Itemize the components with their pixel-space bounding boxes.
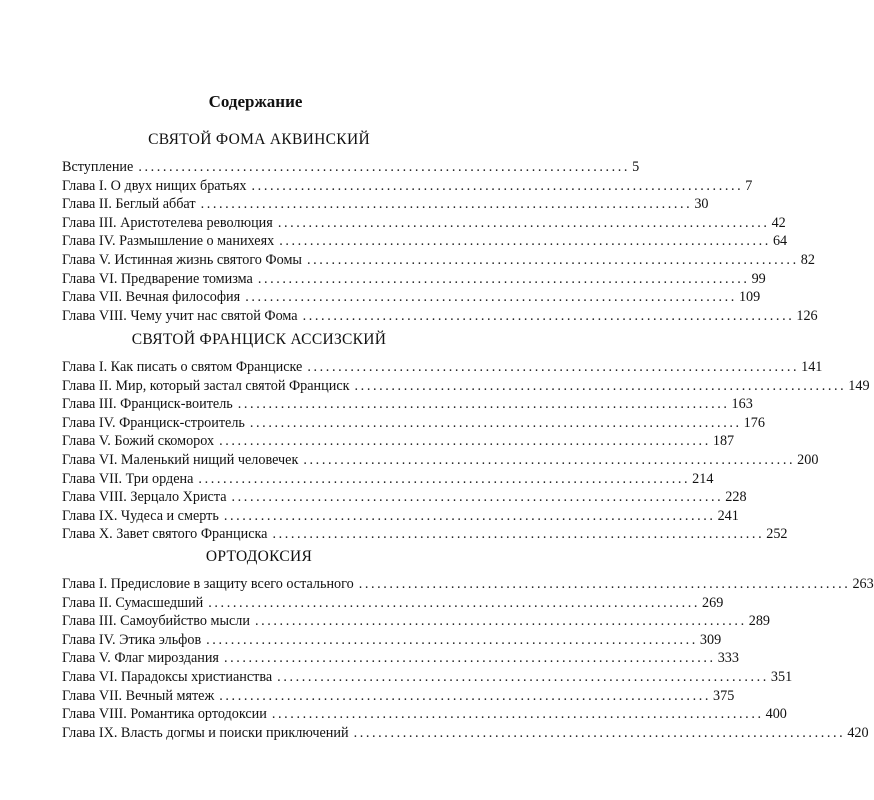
page-number: 309 — [699, 631, 722, 648]
entry-title: Глава V. Божий скоморох — [62, 433, 215, 450]
section-heading: СВЯТОЙ ФОМА АКВИНСКИЙ — [148, 131, 370, 148]
entry-title: Глава I. Как писать о святом Франциске — [62, 359, 303, 375]
dot-leader: ................................................................................ — [353, 724, 846, 741]
toc-entry — [62, 232, 788, 251]
page-number: 420 — [847, 724, 869, 741]
page-number: 99 — [751, 270, 766, 287]
page-number: 228 — [725, 489, 747, 506]
toc-entry — [62, 594, 724, 613]
toc-entry — [62, 432, 735, 451]
dot-leader: ................................................................................ — [138, 159, 631, 175]
toc-entry — [62, 668, 793, 687]
entry-title: Глава IV. Франциск-строитель — [62, 414, 245, 431]
toc-entry — [62, 177, 753, 196]
dot-leader: ................................................................................ — [219, 687, 712, 704]
page-number: 333 — [717, 650, 739, 667]
entry-title: Глава III. Аристотелева революция — [62, 214, 273, 231]
toc-entry — [62, 649, 739, 668]
page-number: 269 — [702, 594, 724, 611]
entry-title: Вступление — [62, 159, 134, 175]
page-number: 30 — [694, 196, 709, 213]
page-number: 187 — [712, 433, 735, 450]
dot-leader: ................................................................................ — [279, 233, 771, 250]
dot-leader: ................................................................................ — [358, 576, 851, 592]
toc-entry — [62, 395, 753, 414]
entry-title: Глава VIII. Зерцало Христа — [62, 489, 227, 506]
dot-leader: ................................................................................ — [302, 307, 795, 324]
page-number: 82 — [800, 251, 815, 268]
dot-leader: ................................................................................ — [307, 359, 800, 375]
toc-entry — [62, 575, 874, 594]
entry-title: Глава VI. Парадоксы христианства — [62, 668, 273, 685]
entry-title: Глава II. Мир, который застал святой Франциск — [62, 377, 350, 394]
entry-title: Глава VII. Вечная философия — [62, 289, 241, 306]
dot-leader: ................................................................................ — [354, 377, 847, 394]
toc-entry — [62, 195, 709, 214]
dot-leader: ................................................................................ — [277, 668, 769, 685]
entry-title: Глава III. Самоубийство мысли — [62, 613, 250, 630]
page-number: 241 — [717, 507, 739, 524]
entry-title: Глава V. Истинная жизнь святого Фомы — [62, 251, 302, 268]
toc-entry — [62, 158, 640, 177]
page-number: 149 — [848, 377, 870, 394]
dot-leader: ................................................................................ — [249, 414, 742, 431]
entry-title: Глава IX. Власть догмы и поиски приключений — [62, 724, 349, 741]
toc-entry — [62, 525, 788, 544]
entry-title: Глава III. Франциск-воитель — [62, 396, 233, 413]
page-number: 126 — [796, 307, 818, 324]
toc-entry — [62, 307, 818, 326]
entry-title: Глава VI. Маленький нищий человечек — [62, 451, 299, 468]
toc-entry — [62, 612, 770, 631]
toc-entries — [62, 358, 870, 544]
toc-entry — [62, 631, 722, 650]
dot-leader: ................................................................................ — [208, 594, 701, 611]
toc-entry — [62, 705, 787, 724]
page-number: 200 — [797, 451, 819, 468]
entry-title: Глава VII. Вечный мятеж — [62, 687, 215, 704]
dot-leader: ................................................................................ — [306, 251, 799, 268]
toc-entries — [62, 158, 818, 325]
page-number: 176 — [743, 414, 765, 431]
dot-leader: ................................................................................ — [198, 470, 691, 487]
dot-leader: ................................................................................ — [206, 631, 698, 648]
page-number: 252 — [766, 526, 788, 543]
entry-title: Глава I. Предисловие в защиту всего остального — [62, 576, 354, 592]
entry-title: Глава II. Сумасшедший — [62, 594, 204, 611]
page-number: 141 — [801, 359, 823, 375]
toc-section — [62, 547, 874, 742]
toc-entry — [62, 724, 869, 743]
page-number: 64 — [772, 233, 788, 250]
dot-leader: ................................................................................ — [254, 613, 747, 630]
page-number: 109 — [738, 289, 761, 306]
page-number: 400 — [765, 706, 787, 723]
entry-title: Глава I. О двух нищих братьях — [62, 177, 247, 194]
dot-leader: ................................................................................ — [237, 396, 730, 413]
entry-title: Глава IV. Размышление о манихеях — [62, 233, 275, 250]
page-number: 42 — [771, 214, 786, 231]
page-number: 5 — [632, 159, 640, 175]
entry-title: Глава VI. Предварение томизма — [62, 270, 253, 287]
entry-title: Глава X. Завет святого Франциска — [62, 526, 268, 543]
toc-entry — [62, 270, 766, 289]
toc-section — [62, 130, 818, 325]
entry-title: Глава VIII. Романтика ортодоксии — [62, 706, 267, 723]
section-heading: СВЯТОЙ ФРАНЦИСК АССИЗСКИЙ — [131, 331, 387, 348]
toc-title: Содержание — [208, 92, 303, 111]
page-number: 289 — [748, 613, 770, 630]
toc-entry — [62, 470, 714, 489]
toc-entry — [62, 451, 819, 470]
entry-title: Глава V. Флаг мироздания — [62, 650, 219, 667]
dot-leader: ................................................................................ — [272, 526, 765, 543]
toc-entry — [62, 687, 735, 706]
toc-entry — [62, 214, 786, 233]
entry-title: Глава II. Беглый аббат — [62, 196, 196, 213]
dot-leader: ................................................................................ — [251, 177, 744, 194]
toc-entry — [62, 414, 765, 433]
entry-title: Глава IX. Чудеса и смерть — [62, 507, 219, 524]
toc-entry — [62, 507, 739, 526]
dot-leader: ................................................................................ — [200, 196, 693, 213]
toc-entry — [62, 488, 747, 507]
page-number: 163 — [731, 396, 753, 413]
page-number: 7 — [745, 177, 753, 194]
toc-entry — [62, 288, 761, 307]
toc-section — [62, 330, 870, 544]
dot-leader: ................................................................................ — [271, 706, 764, 723]
dot-leader: ................................................................................ — [277, 214, 770, 231]
page-number: 375 — [713, 687, 735, 704]
dot-leader: ................................................................................ — [223, 650, 716, 667]
dot-leader: ................................................................................ — [231, 489, 724, 506]
dot-leader: ................................................................................ — [223, 507, 716, 524]
entry-title: Глава VII. Три ордена — [62, 470, 194, 487]
dot-leader: ................................................................................ — [245, 289, 737, 306]
dot-leader: ................................................................................ — [257, 270, 750, 287]
section-heading: ОРТОДОКСИЯ — [205, 548, 313, 565]
toc-entry — [62, 358, 823, 377]
entry-title: Глава VIII. Чему учит нас святой Фома — [62, 307, 298, 324]
page-number: 214 — [692, 470, 714, 487]
toc-entries — [62, 575, 874, 742]
toc-entry — [62, 251, 815, 270]
toc-entry — [62, 377, 870, 396]
page-number: 351 — [770, 668, 793, 685]
page-number: 263 — [852, 576, 874, 592]
dot-leader: ................................................................................ — [303, 451, 796, 468]
dot-leader: ................................................................................ — [219, 433, 711, 450]
entry-title: Глава IV. Этика эльфов — [62, 631, 202, 648]
